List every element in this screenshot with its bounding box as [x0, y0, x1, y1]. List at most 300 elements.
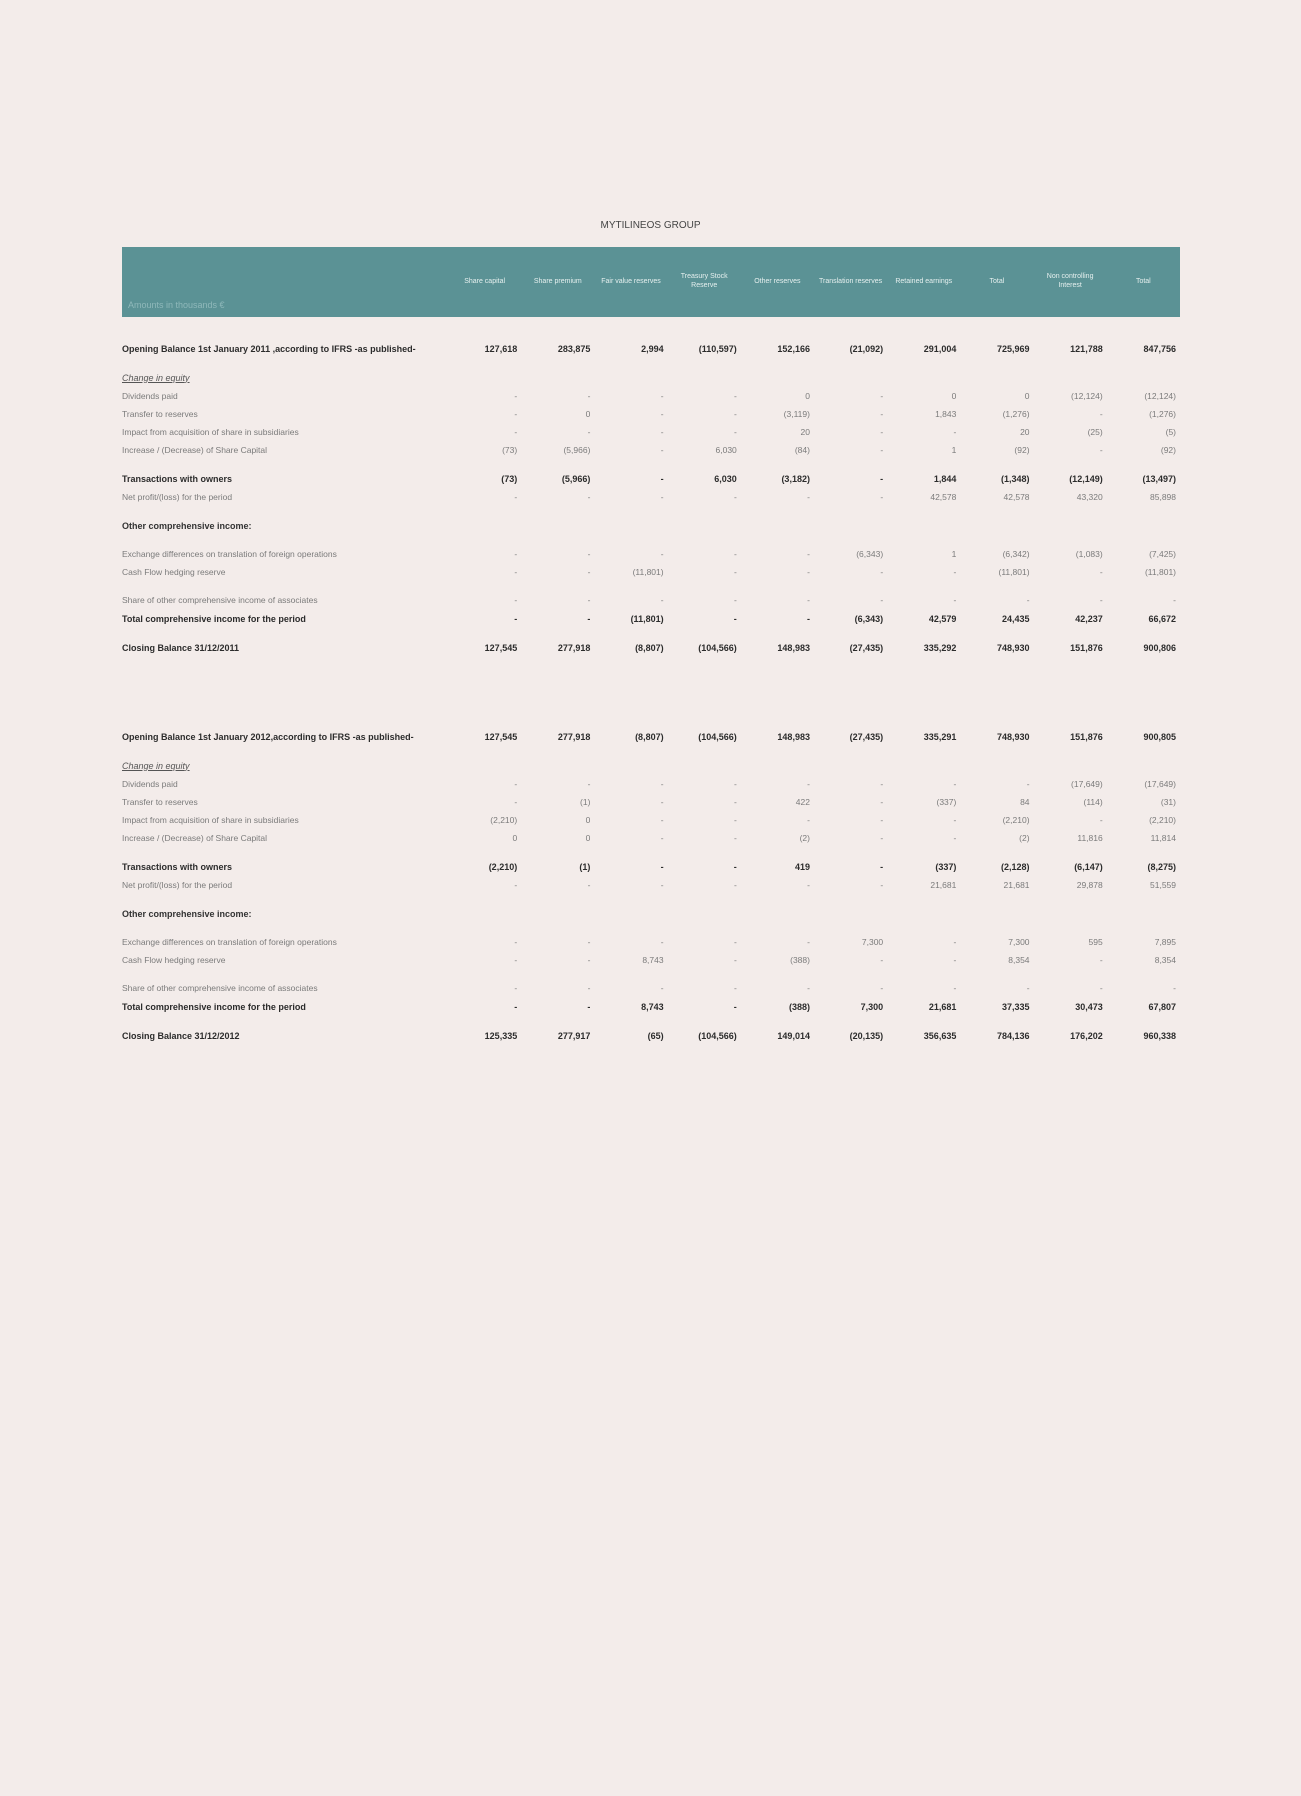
- value-cell: -: [733, 549, 737, 559]
- value-cell: [668, 756, 741, 775]
- value-cell: (1): [580, 797, 591, 807]
- value-cell: 335,292: [923, 642, 957, 653]
- value-cell: 0: [951, 391, 957, 401]
- value-cell: 7,300: [860, 1001, 884, 1012]
- value-cell: (84): [794, 445, 810, 455]
- value-cell: 283,875: [557, 343, 591, 354]
- value-cell: [741, 516, 814, 535]
- value-cell: 29,878: [1076, 880, 1103, 890]
- value-cell: (13,497): [1142, 473, 1176, 484]
- value-cell: (2,210): [1002, 815, 1030, 825]
- value-cell: 419: [794, 861, 810, 872]
- value-cell: 7,895: [1154, 937, 1176, 947]
- table-row: [122, 423, 1180, 441]
- value-cell: [741, 368, 814, 387]
- value-cell: -: [1099, 815, 1103, 825]
- value-cell: 176,202: [1070, 1030, 1103, 1041]
- row-label: Exchange differences on translation of foreign operations: [122, 549, 337, 559]
- value-cell: [1107, 756, 1180, 775]
- value-cell: -: [733, 955, 737, 965]
- document-title: MYTILINEOS GROUP: [600, 220, 701, 231]
- value-cell: -: [514, 797, 518, 807]
- value-cell: -: [880, 492, 884, 502]
- spacer-cell: [122, 358, 1180, 368]
- value-cell: (337): [935, 861, 957, 872]
- value-cell: -: [733, 1001, 737, 1012]
- spacer-row: [122, 847, 1180, 857]
- value-cell: -: [880, 983, 884, 993]
- value-cell: 152,166: [777, 343, 810, 354]
- amounts-label: Amounts in thousands €: [122, 247, 448, 317]
- row-label: Impact from acquisition of share in subsidiaries: [122, 427, 299, 437]
- spacer-cell: [122, 657, 1180, 727]
- spacer-cell: [122, 317, 1180, 339]
- table-row: [122, 1026, 1180, 1045]
- value-cell: -: [660, 880, 664, 890]
- value-cell: (2): [1019, 833, 1030, 843]
- value-cell: -: [660, 445, 664, 455]
- value-cell: (11,801): [632, 567, 664, 577]
- spacer-row: [122, 506, 1180, 516]
- value-cell: [887, 756, 960, 775]
- value-cell: [1107, 516, 1180, 535]
- value-cell: -: [807, 880, 810, 890]
- table-header: [122, 247, 1180, 317]
- row-label: Dividends paid: [122, 391, 178, 401]
- table-row: [122, 727, 1180, 746]
- value-cell: -: [1099, 595, 1103, 605]
- column-header: Fair value reserves: [594, 247, 667, 317]
- value-cell: -: [1026, 983, 1030, 993]
- spacer-cell: [122, 847, 1180, 857]
- row-label: Closing Balance 31/12/2011: [122, 642, 240, 653]
- value-cell: 0: [585, 815, 591, 825]
- row-label: Transfer to reserves: [122, 409, 198, 419]
- value-cell: 148,983: [777, 731, 810, 742]
- value-cell: -: [880, 567, 884, 577]
- value-cell: (2,210): [490, 815, 518, 825]
- value-cell: -: [660, 833, 664, 843]
- value-cell: (11,801): [630, 613, 664, 624]
- value-cell: -: [733, 937, 737, 947]
- value-cell: 42,237: [1075, 613, 1103, 624]
- value-cell: -: [1099, 983, 1103, 993]
- spacer-cell: [122, 506, 1180, 516]
- value-cell: -: [514, 567, 518, 577]
- spacer-cell: [122, 628, 1180, 638]
- value-cell: 24,435: [1002, 613, 1030, 624]
- value-cell: -: [880, 409, 884, 419]
- value-cell: 127,545: [484, 731, 518, 742]
- spacer-cell: [122, 1016, 1180, 1026]
- value-cell: 748,930: [996, 642, 1030, 653]
- value-cell: -: [1099, 445, 1103, 455]
- value-cell: -: [807, 492, 810, 502]
- value-cell: 356,635: [923, 1030, 957, 1041]
- value-cell: 7,300: [861, 937, 884, 947]
- value-cell: 0: [512, 833, 518, 843]
- value-cell: 127,545: [484, 642, 518, 653]
- value-cell: -: [660, 492, 664, 502]
- value-cell: (7,425): [1149, 549, 1176, 559]
- value-cell: 37,335: [1002, 1001, 1030, 1012]
- value-cell: -: [880, 779, 884, 789]
- value-cell: 30,473: [1075, 1001, 1103, 1012]
- value-cell: (1,348): [1001, 473, 1030, 484]
- value-cell: 847,756: [1143, 343, 1176, 354]
- value-cell: -: [587, 427, 591, 437]
- value-cell: (388): [790, 955, 810, 965]
- value-cell: -: [733, 797, 737, 807]
- value-cell: 7,300: [1008, 937, 1030, 947]
- value-cell: -: [953, 567, 957, 577]
- spacer-row: [122, 657, 1180, 727]
- value-cell: 125,335: [484, 1030, 518, 1041]
- value-cell: -: [514, 409, 518, 419]
- value-cell: -: [806, 613, 810, 624]
- value-cell: -: [514, 391, 518, 401]
- value-cell: 277,918: [557, 642, 591, 653]
- value-cell: -: [660, 391, 664, 401]
- value-cell: (27,435): [849, 731, 884, 742]
- value-cell: 1,844: [933, 473, 957, 484]
- value-cell: [887, 904, 960, 923]
- row-label: Cash Flow hedging reserve: [122, 567, 226, 577]
- value-cell: -: [587, 613, 591, 624]
- value-cell: 0: [585, 833, 591, 843]
- value-cell: -: [807, 983, 810, 993]
- row-label: Other comprehensive income:: [122, 908, 252, 919]
- table-row: [122, 775, 1180, 793]
- value-cell: [668, 516, 741, 535]
- value-cell: 335,291: [923, 731, 957, 742]
- value-cell: [887, 516, 960, 535]
- value-cell: 20: [1020, 427, 1030, 437]
- value-cell: (27,435): [849, 642, 884, 653]
- value-cell: 84: [1020, 797, 1030, 807]
- value-cell: (5,966): [563, 445, 591, 455]
- value-cell: 151,876: [1070, 642, 1103, 653]
- value-cell: [741, 756, 814, 775]
- spacer-row: [122, 923, 1180, 933]
- value-cell: 784,136: [996, 1030, 1030, 1041]
- value-cell: -: [1173, 595, 1176, 605]
- column-header: Retained earnings: [887, 247, 960, 317]
- value-cell: [814, 756, 887, 775]
- equity-statement: [122, 247, 1180, 1045]
- value-cell: [814, 904, 887, 923]
- value-cell: -: [807, 549, 810, 559]
- value-cell: -: [660, 427, 664, 437]
- value-cell: 0: [1024, 391, 1030, 401]
- value-cell: -: [733, 427, 737, 437]
- value-cell: -: [587, 391, 591, 401]
- value-cell: 42,578: [930, 492, 957, 502]
- spacer-cell: [122, 746, 1180, 756]
- value-cell: -: [733, 861, 737, 872]
- value-cell: -: [953, 833, 957, 843]
- value-cell: -: [1099, 567, 1103, 577]
- value-cell: 1: [951, 445, 957, 455]
- value-cell: [814, 516, 887, 535]
- value-cell: [960, 756, 1033, 775]
- value-cell: -: [514, 613, 518, 624]
- spacer-row: [122, 317, 1180, 339]
- value-cell: -: [1173, 983, 1176, 993]
- value-cell: (8,807): [635, 642, 664, 653]
- value-cell: [521, 516, 594, 535]
- table-row: [122, 368, 1180, 387]
- value-cell: (65): [647, 1030, 664, 1041]
- table-row: [122, 638, 1180, 657]
- value-cell: -: [660, 409, 664, 419]
- spacer-row: [122, 581, 1180, 591]
- value-cell: [887, 368, 960, 387]
- value-cell: 0: [585, 409, 591, 419]
- spacer-row: [122, 459, 1180, 469]
- value-cell: -: [1026, 779, 1030, 789]
- value-cell: 21,681: [930, 880, 957, 890]
- value-cell: -: [660, 861, 664, 872]
- table-row: [122, 469, 1180, 488]
- table-row: [122, 339, 1180, 358]
- value-cell: [1034, 904, 1107, 923]
- value-cell: -: [807, 567, 810, 577]
- value-cell: 21,681: [928, 1001, 957, 1012]
- table-row: [122, 441, 1180, 459]
- value-cell: -: [733, 567, 737, 577]
- value-cell: -: [880, 427, 884, 437]
- value-cell: -: [660, 549, 664, 559]
- column-header: Treasury Stock Reserve: [668, 247, 741, 317]
- value-cell: [521, 368, 594, 387]
- value-cell: -: [660, 595, 664, 605]
- spacer-row: [122, 535, 1180, 545]
- value-cell: -: [880, 473, 884, 484]
- row-label: Change in equity: [122, 760, 190, 771]
- value-cell: (21,092): [849, 343, 884, 354]
- value-cell: 748,930: [996, 731, 1030, 742]
- spacer-cell: [122, 459, 1180, 469]
- value-cell: 51,559: [1150, 880, 1176, 890]
- value-cell: 43,320: [1076, 492, 1103, 502]
- value-cell: (5): [1165, 427, 1176, 437]
- row-label: Dividends paid: [122, 779, 178, 789]
- value-cell: 6,030: [715, 445, 737, 455]
- table-row: [122, 793, 1180, 811]
- value-cell: [1107, 904, 1180, 923]
- value-cell: (1,083): [1075, 549, 1103, 559]
- table-row: [122, 933, 1180, 951]
- value-cell: (3,182): [781, 473, 810, 484]
- value-cell: [668, 368, 741, 387]
- column-header: Share capital: [448, 247, 521, 317]
- value-cell: (114): [1083, 797, 1103, 807]
- spacer-cell: [122, 581, 1180, 591]
- value-cell: (12,149): [1069, 473, 1103, 484]
- value-cell: -: [660, 473, 664, 484]
- value-cell: (17,649): [1071, 779, 1103, 789]
- value-cell: -: [1099, 409, 1103, 419]
- value-cell: 900,806: [1143, 642, 1176, 653]
- value-cell: -: [733, 880, 737, 890]
- row-label: Opening Balance 1st January 2012,according to IFRS -as published-: [122, 731, 414, 742]
- table-row: [122, 591, 1180, 609]
- value-cell: -: [660, 797, 664, 807]
- value-cell: [448, 516, 521, 535]
- value-cell: -: [587, 983, 591, 993]
- column-header: Total: [1107, 247, 1180, 317]
- value-cell: (388): [788, 1001, 810, 1012]
- value-cell: (6,343): [856, 549, 884, 559]
- value-cell: 42,578: [1003, 492, 1030, 502]
- value-cell: (31): [1160, 797, 1176, 807]
- spacer-cell: [122, 894, 1180, 904]
- value-cell: -: [880, 861, 884, 872]
- value-cell: -: [733, 595, 737, 605]
- value-cell: -: [587, 880, 591, 890]
- value-cell: [594, 904, 667, 923]
- value-cell: -: [880, 445, 884, 455]
- value-cell: -: [733, 833, 737, 843]
- row-label: Closing Balance 31/12/2012: [122, 1030, 240, 1041]
- value-cell: -: [953, 955, 957, 965]
- value-cell: 8,743: [641, 1001, 664, 1012]
- value-cell: [814, 368, 887, 387]
- spacer-row: [122, 1016, 1180, 1026]
- value-cell: 422: [795, 797, 810, 807]
- row-label: Share of other comprehensive income of associates: [122, 595, 318, 605]
- table-row: [122, 876, 1180, 894]
- value-cell: (92): [1014, 445, 1030, 455]
- row-label: Net profit/(loss) for the period: [122, 880, 233, 890]
- value-cell: (17,649): [1144, 779, 1176, 789]
- value-cell: -: [733, 391, 737, 401]
- value-cell: 8,354: [1008, 955, 1030, 965]
- value-cell: (25): [1087, 427, 1103, 437]
- value-cell: 151,876: [1070, 731, 1103, 742]
- value-cell: [594, 756, 667, 775]
- value-cell: -: [514, 955, 518, 965]
- value-cell: -: [514, 937, 518, 947]
- value-cell: -: [1099, 955, 1103, 965]
- value-cell: -: [880, 391, 884, 401]
- value-cell: -: [514, 595, 518, 605]
- value-cell: -: [733, 779, 737, 789]
- value-cell: 960,338: [1143, 1030, 1176, 1041]
- value-cell: 42,579: [928, 613, 957, 624]
- value-cell: -: [807, 815, 810, 825]
- value-cell: 66,672: [1148, 613, 1176, 624]
- value-cell: 11,814: [1150, 833, 1176, 843]
- row-label: Total comprehensive income for the period: [122, 1001, 306, 1012]
- table-row: [122, 516, 1180, 535]
- value-cell: 127,618: [484, 343, 518, 354]
- table-row: [122, 857, 1180, 876]
- value-cell: (6,342): [1002, 549, 1030, 559]
- column-header: Share premium: [521, 247, 594, 317]
- value-cell: (2,210): [488, 861, 518, 872]
- table-body: [122, 317, 1180, 1045]
- spacer-cell: [122, 923, 1180, 933]
- value-cell: -: [953, 595, 957, 605]
- table-row: [122, 811, 1180, 829]
- value-cell: (8,807): [635, 731, 664, 742]
- value-cell: (2,128): [1001, 861, 1030, 872]
- value-cell: -: [514, 983, 518, 993]
- value-cell: -: [514, 1001, 518, 1012]
- row-label: Transactions with owners: [122, 473, 233, 484]
- table-row: [122, 545, 1180, 563]
- row-label: Total comprehensive income for the period: [122, 613, 306, 624]
- value-cell: [960, 904, 1033, 923]
- value-cell: 149,014: [777, 1030, 810, 1041]
- value-cell: -: [880, 797, 884, 807]
- value-cell: [1107, 368, 1180, 387]
- column-header: Total: [960, 247, 1033, 317]
- value-cell: -: [587, 492, 591, 502]
- value-cell: [960, 516, 1033, 535]
- table-row: [122, 756, 1180, 775]
- value-cell: [448, 756, 521, 775]
- column-header: Non controlling Interest: [1034, 247, 1107, 317]
- value-cell: (104,566): [698, 731, 737, 742]
- row-label: Other comprehensive income:: [122, 520, 252, 531]
- value-cell: -: [953, 815, 957, 825]
- table-row: [122, 829, 1180, 847]
- value-cell: 85,898: [1150, 492, 1176, 502]
- spacer-row: [122, 746, 1180, 756]
- value-cell: -: [953, 779, 957, 789]
- value-cell: 11,816: [1077, 833, 1103, 843]
- row-label: Increase / (Decrease) of Share Capital: [122, 445, 268, 455]
- value-cell: -: [733, 492, 737, 502]
- value-cell: (20,135): [849, 1030, 884, 1041]
- row-label: Share of other comprehensive income of associates: [122, 983, 318, 993]
- value-cell: (104,566): [698, 1030, 737, 1041]
- value-cell: (104,566): [698, 642, 737, 653]
- value-cell: (3,119): [783, 409, 810, 419]
- value-cell: -: [1026, 595, 1030, 605]
- value-cell: -: [880, 595, 884, 605]
- value-cell: (5,966): [561, 473, 591, 484]
- row-label: Cash Flow hedging reserve: [122, 955, 226, 965]
- value-cell: -: [733, 409, 737, 419]
- value-cell: (6,147): [1074, 861, 1103, 872]
- value-cell: -: [587, 937, 591, 947]
- value-cell: 8,743: [642, 955, 664, 965]
- value-cell: 900,805: [1143, 731, 1176, 742]
- table-row: [122, 951, 1180, 969]
- value-cell: 8,354: [1154, 955, 1176, 965]
- spacer-row: [122, 969, 1180, 979]
- value-cell: 277,917: [557, 1030, 591, 1041]
- value-cell: -: [660, 779, 664, 789]
- table-row: [122, 488, 1180, 506]
- value-cell: -: [660, 983, 664, 993]
- row-label: Net profit/(loss) for the period: [122, 492, 233, 502]
- table-row: [122, 405, 1180, 423]
- value-cell: -: [660, 815, 664, 825]
- value-cell: -: [733, 613, 737, 624]
- value-cell: [1034, 368, 1107, 387]
- value-cell: 21,681: [1003, 880, 1030, 890]
- row-label: Increase / (Decrease) of Share Capital: [122, 833, 268, 843]
- spacer-row: [122, 894, 1180, 904]
- value-cell: 1,843: [935, 409, 957, 419]
- value-cell: -: [880, 955, 884, 965]
- value-cell: 6,030: [714, 473, 737, 484]
